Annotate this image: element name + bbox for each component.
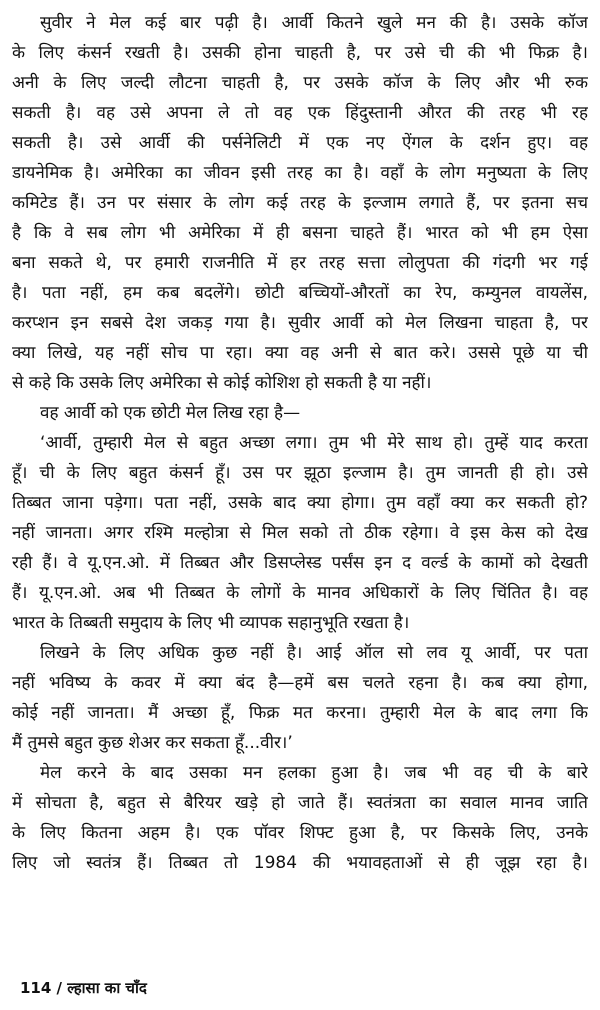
text-line: के लिए कितना अहम है। एक पॉवर शिफ्ट हुआ है, पर किसके लिए, उनके [12,823,588,843]
text-line: क्या लिखे, यह नहीं सोच पा रहा। क्या वह अनी से बात करे। उससे पूछे या ची [12,343,588,363]
paragraph-1 [12,8,588,398]
paragraph-5 [12,758,588,878]
text-line: लिखने के लिए अधिक कुछ नहीं है। आई ऑल सो लव यू आर्वी, पर पता [40,643,588,663]
text-line: बना सकते थे, पर हमारी राजनीति में हर तरह सत्ता लोलुपता की गंदगी भर गई [12,253,588,273]
text-line: नहीं जानता। अगर रश्मि मल्होत्रा से मिल सको तो ठीक रहेगा। वे इस केस को देख [12,523,588,543]
text-line: कमिटेड हैं। उन पर संसार के लोग कई तरह के इल्जाम लगाते हैं, पर इतना सच [12,193,588,213]
text-line: सुवीर ने मेल कई बार पढ़ी है। आर्वी कितने खुले मन की है। उसके कॉज [40,13,588,33]
text-line: हैं। यू.एन.ओ. अब भी तिब्बत के लोगों के मानव अधिकारों के लिए चिंतित है। वह [12,583,588,603]
text-line: नहीं भविष्य के कवर में क्या बंद है—हमें बस चलते रहना है। कब क्या होगा, [12,673,588,693]
text-line: हूँ। ची के लिए बहुत कंसर्न हूँ। उस पर झूठा इल्जाम है। तुम जानती ही हो। उसे [12,463,588,483]
page-footer [20,978,147,998]
paragraph-4 [12,638,588,758]
text-line: सकती है। उसे आर्वी की पर्सनेलिटी में एक नए ऐंगल के दर्शन हुए। वह [12,133,588,153]
text-line: अनी के लिए जल्दी लौटना चाहती है, पर उसके कॉज के लिए और भी रुक [12,73,588,93]
text-line: कोई नहीं जानता। मैं अच्छा हूँ, फिक्र मत करना। तुम्हारी मेल के बाद लगा कि [12,703,588,723]
text-line: सकती है। वह उसे अपना ले तो वह एक हिंदुस्तानी औरत की तरह भी रह [12,103,588,123]
text-line: मैं तुमसे बहुत कुछ शेअर कर सकता हूँ...वीर।’ [12,733,293,753]
text-line: करप्शन इन सबसे देश जकड़ गया है। सुवीर आर्वी को मेल लिखना चाहता है, पर [12,313,588,333]
text-line: रही हैं। वे यू.एन.ओ. में तिब्बत और डिसप्लेस्ड पर्संस इन द वर्ल्ड के कामों को देखती [12,553,588,573]
text-line: के लिए कंसर्न रखती है। उसकी होना चाहती है, पर उसे ची की भी फिक्र है। [12,43,588,63]
text-line: भारत के तिब्बती समुदाय के लिए भी व्यापक सहानुभूति रखता है। [12,613,410,633]
paragraph-3 [12,428,588,638]
text-line: से कहे कि उसके लिए अमेरिका से कोई कोशिश हो सकती है या नहीं। [12,373,432,393]
text-line: में सोचता है, बहुत से बैरियर खड़े हो जाते हैं। स्वतंत्रता का सवाल मानव जाति [12,793,588,813]
text-line: मेल करने के बाद उसका मन हलका हुआ है। जब भी वह ची के बारे [40,763,588,783]
text-line: ‘आर्वी, तुम्हारी मेल से बहुत अच्छा लगा। तुम भी मेरे साथ हो। तुम्हें याद करता [40,433,588,453]
page-number-and-book-title: 114 / ल्हासा का चाँद [20,979,147,997]
text-line: वह आर्वी को एक छोटी मेल लिख रहा है— [40,403,301,423]
text-line: डायनेमिक है। अमेरिका का जीवन इसी तरह का है। वहाँ के लोग मनुष्यता के लिए [12,163,588,183]
text-line: तिब्बत जाना पड़ेगा। पता नहीं, उसके बाद क्या होगा। तुम वहाँ क्या कर सकती हो? [12,493,588,513]
text-line: लिए जो स्वतंत्र हैं। तिब्बत तो 1984 की भयावहताओं से ही जूझ रहा है। [12,853,588,873]
paragraph-2 [12,398,588,428]
text-line: है कि वे सब लोग भी अमेरिका में ही बसना चाहते हैं। भारत को भी हम ऐसा [12,223,588,243]
page-body [12,8,588,878]
text-line: है। पता नहीं, हम कब बदलेंगे। छोटी बच्चियों-औरतों का रेप, कम्युनल वायलेंस, [12,283,588,303]
